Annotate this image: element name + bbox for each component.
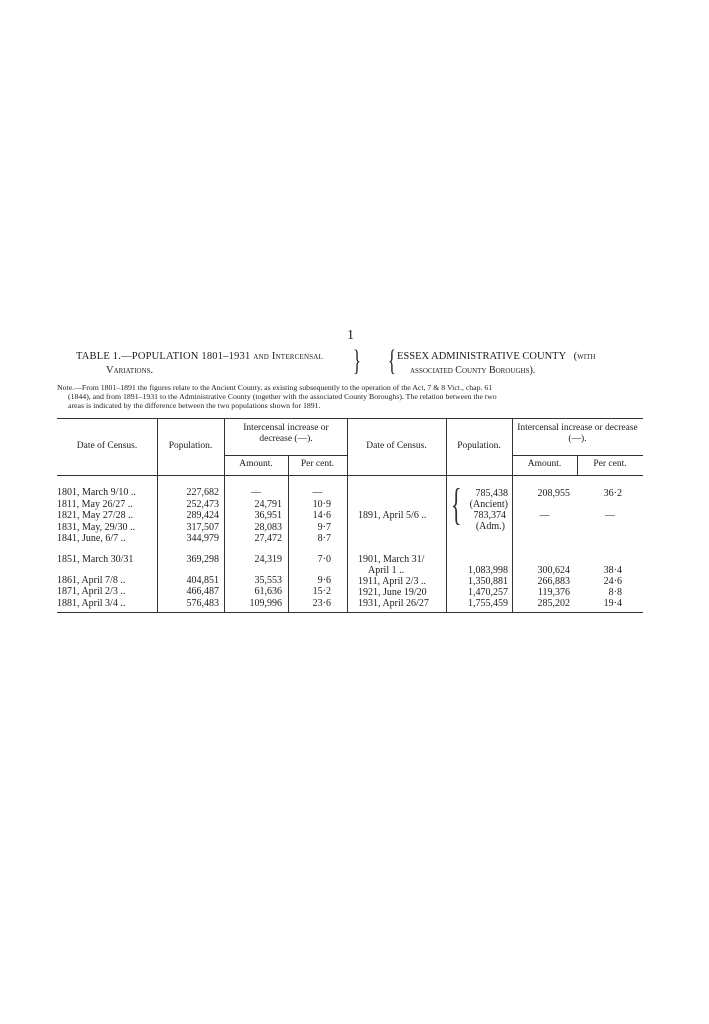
row-percent: 15·2	[312, 586, 331, 597]
row-date-line1: 1901, March 31/	[358, 554, 425, 565]
amount-ancient: 208,955	[537, 488, 570, 499]
row-date: 1871, April 2/3 ..	[57, 586, 126, 597]
table-title	[76, 351, 323, 362]
row-percent: 19·4	[603, 598, 622, 609]
header-population-left: Population.	[168, 441, 213, 451]
row-percent: 10·9	[312, 499, 331, 510]
row-population: 227,682	[186, 487, 219, 498]
row-percent: 9·6	[317, 575, 331, 586]
header-percent-left: Per cent.	[300, 459, 335, 469]
row-population: 289,424	[186, 510, 219, 521]
table-title-sc: and Intercensal	[253, 351, 324, 362]
row-population: 1,470,257	[468, 587, 508, 598]
row-population: 466,487	[186, 586, 219, 597]
ancient-label: (Ancient)	[469, 499, 508, 510]
header-amount-right: Amount.	[527, 459, 562, 469]
row-date: 1931, April 26/27	[358, 598, 429, 609]
header-bottom-rule	[57, 475, 643, 476]
row-amount: 28,083	[254, 522, 282, 533]
right-brace: }	[353, 344, 361, 377]
row-population: 369,298	[186, 554, 219, 565]
row-date: 1911, April 2/3 ..	[358, 576, 426, 587]
row-percent: 14·6	[312, 510, 331, 521]
header-date-left: Date of Census.	[76, 441, 138, 451]
table-top-rule	[57, 418, 643, 419]
header-increase-right: Intercensal increase or decrease (—).	[517, 423, 638, 444]
row-population: 1,755,459	[468, 598, 508, 609]
note-line-3: areas is indicated by the difference between the two populations shown for 1891.	[68, 401, 321, 410]
row-amount: 266,883	[537, 576, 570, 587]
table-bottom-rule	[57, 612, 643, 613]
row-date: 1831, May, 29/30 ..	[57, 522, 135, 533]
area-title-line2: associated County Boroughs).	[410, 365, 536, 376]
table-title-line2: Variations.	[106, 365, 154, 376]
area-title	[397, 351, 595, 362]
header-percent-right: Per cent.	[593, 459, 627, 469]
population-ancient: 785,438	[475, 488, 508, 499]
row-date: 1821, May 27/28 ..	[57, 510, 134, 521]
percent-adm: —	[605, 510, 615, 521]
row-amount: 36,951	[254, 510, 282, 521]
row-date: 1801, March 9/10 ..	[57, 487, 136, 498]
row-date: 1841, June, 6/7 ..	[57, 533, 126, 544]
brace-1891: {	[451, 480, 462, 529]
row-population: 576,483	[186, 598, 219, 609]
row-amount: 285,202	[537, 598, 570, 609]
row-amount: —	[251, 487, 261, 498]
area-title-main: ESSEX ADMINISTRATIVE COUNTY	[397, 351, 566, 362]
row-date: 1851, March 30/31	[57, 554, 134, 565]
percent-ancient: 36·2	[603, 488, 622, 499]
row-population: 344,979	[186, 533, 219, 544]
header-increase-left: Intercensal increase or decrease (—).	[243, 423, 329, 444]
population-adm: 783,374	[473, 510, 506, 521]
row-amount: 109,996	[249, 598, 282, 609]
adm-label: (Adm.)	[475, 521, 505, 532]
row-population: 317,507	[186, 522, 219, 533]
row-population: 252,473	[186, 499, 219, 510]
row-amount: 24,791	[254, 499, 282, 510]
row-amount: 61,636	[254, 586, 282, 597]
row-population: 1,083,998	[468, 565, 508, 576]
area-title-with: (with	[573, 351, 596, 362]
row-percent: 8·8	[608, 587, 622, 598]
row-percent: 24·6	[603, 576, 622, 587]
row-percent: —	[312, 487, 323, 498]
row-date: 1811, May 26/27 ..	[57, 499, 133, 510]
table-title-main: TABLE 1.—POPULATION 1801–1931	[76, 351, 251, 362]
row-percent: 38·4	[603, 565, 622, 576]
header-date-right: Date of Census.	[366, 441, 427, 451]
note-line-1: Note.—From 1801–1891 the figures relate to the Ancient County, as existing subsequently to the operation of the Act, 7 & 8 Vict., chap. 61	[57, 383, 493, 392]
header-population-right: Population.	[457, 441, 501, 451]
row-date: 1881, April 3/4 ..	[57, 598, 126, 609]
amount-adm: —	[539, 510, 550, 521]
row-amount: 24,319	[254, 554, 282, 565]
row-amount: 300,624	[537, 565, 570, 576]
page-number: 1	[347, 328, 354, 343]
row-percent: 9·7	[317, 522, 331, 533]
row-amount: 27,472	[254, 533, 282, 544]
header-amount-left: Amount.	[239, 459, 273, 469]
row-amount: 119,376	[537, 587, 570, 598]
row-date-1891: 1891, April 5/6 ..	[358, 510, 427, 521]
row-amount: 35,553	[254, 575, 282, 586]
row-population: 404,851	[186, 575, 219, 586]
row-percent: 8·7	[317, 533, 331, 544]
row-percent: 7·0	[317, 554, 331, 565]
row-date-line2: April 1 ..	[368, 565, 405, 576]
note-line-2: (1844), and from 1891–1931 to the Administrative County (together with the associated County Boroughs). The relation between the two	[68, 392, 497, 401]
row-percent: 23·6	[312, 598, 331, 609]
row-date: 1861, April 7/8 ..	[57, 575, 126, 586]
row-date: 1921, June 19/20	[358, 587, 427, 598]
row-population: 1,350,881	[468, 576, 508, 587]
left-brace: {	[388, 344, 396, 377]
table-note	[57, 383, 643, 410]
left-subheader-rule	[224, 455, 347, 456]
